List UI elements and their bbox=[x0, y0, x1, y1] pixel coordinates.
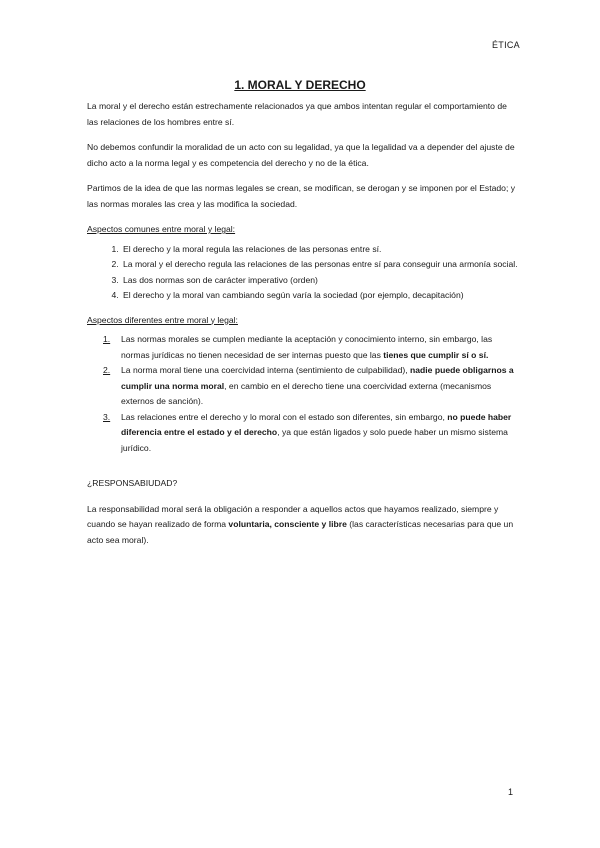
document-body bbox=[87, 99, 519, 558]
list-item-number: 3. bbox=[103, 411, 111, 422]
list-item-text: , ya que están ligados y solo puede haber un mismo sistema jurídico. bbox=[121, 427, 508, 453]
list-item: 3. Las dos normas son de carácter imperativo (orden) bbox=[121, 273, 519, 289]
header-subject: ÉTICA bbox=[491, 40, 520, 50]
list-item bbox=[87, 363, 519, 410]
paragraph-text: (las características necesarias para que un acto sea moral). bbox=[87, 519, 514, 545]
paragraph-bold-text: voluntaria, consciente y libre bbox=[228, 519, 347, 529]
common-aspects-list bbox=[87, 242, 519, 304]
list-item: 1. El derecho y la moral regula las relaciones de las personas entre sí. bbox=[121, 242, 519, 258]
list-item-bold-text: no puede haber diferencia entre el estado y el derecho bbox=[121, 411, 512, 437]
page-number: 1 bbox=[507, 787, 513, 797]
paragraph-legality: No debemos confundir la moralidad de un acto con su legalidad, ya que la legalidad va a depender del ajuste de dicho acto a la norma legal y es competencia del derecho y no de la ética. bbox=[87, 142, 515, 168]
list-item-text: , en cambio en el derecho tiene una coercividad externa (mecanismos externos de sanción). bbox=[121, 380, 492, 406]
paragraph-responsibility bbox=[87, 502, 519, 549]
list-item-number: 2. bbox=[103, 365, 111, 375]
responsibility-heading: ¿RESPONSABIUDAD? bbox=[87, 478, 178, 488]
list-item-text: Las relaciones entre el derecho y lo moral con el estado son diferentes, sin embargo, bbox=[121, 411, 448, 422]
list-item bbox=[87, 332, 519, 363]
list-item-bold-text: tienes que cumplir sí o sí. bbox=[383, 349, 489, 360]
list-item-number: 1. bbox=[103, 334, 111, 344]
common-aspects-heading: Aspectos comunes entre moral y legal: bbox=[87, 224, 236, 234]
list-item bbox=[87, 410, 519, 457]
paragraph-text: La responsabilidad moral será la obligación a responder a aquellos actos que hayamos realizado, siempre y cuando se hayan realizado de forma bbox=[87, 503, 499, 529]
list-item: 4. El derecho y la moral van cambiando según varía la sociedad (por ejemplo, decapitación) bbox=[121, 288, 519, 304]
list-item-text: Las normas morales se cumplen mediante la aceptación y conocimiento interno, sin embargo, las normas jurídicas no tienen necesidad de ser internas puesto que las bbox=[121, 334, 493, 360]
different-aspects-list bbox=[87, 332, 519, 456]
list-item: 2. La moral y el derecho regula las relaciones de las personas entre sí para conseguir una armonía social. bbox=[121, 257, 519, 273]
section-title: 1. MORAL Y DERECHO bbox=[234, 78, 366, 92]
paragraph-norms: Partimos de la idea de que las normas legales se crean, se modifican, se derogan y se imponen por el Estado; y las normas morales las crea y las modifica la sociedad. bbox=[87, 183, 516, 209]
list-item-bold-text: nadie puede obligarnos a cumplir una norma moral bbox=[121, 365, 514, 391]
paragraph-intro: La moral y el derecho están estrechamente relacionados ya que ambos intentan regular el comportamiento de las relaciones de los hombres entre sí. bbox=[87, 101, 507, 127]
different-aspects-heading: Aspectos diferentes entre moral y legal: bbox=[87, 314, 238, 325]
list-item-text: La norma moral tiene una coercividad interna (sentimiento de culpabilidad), bbox=[121, 365, 411, 375]
